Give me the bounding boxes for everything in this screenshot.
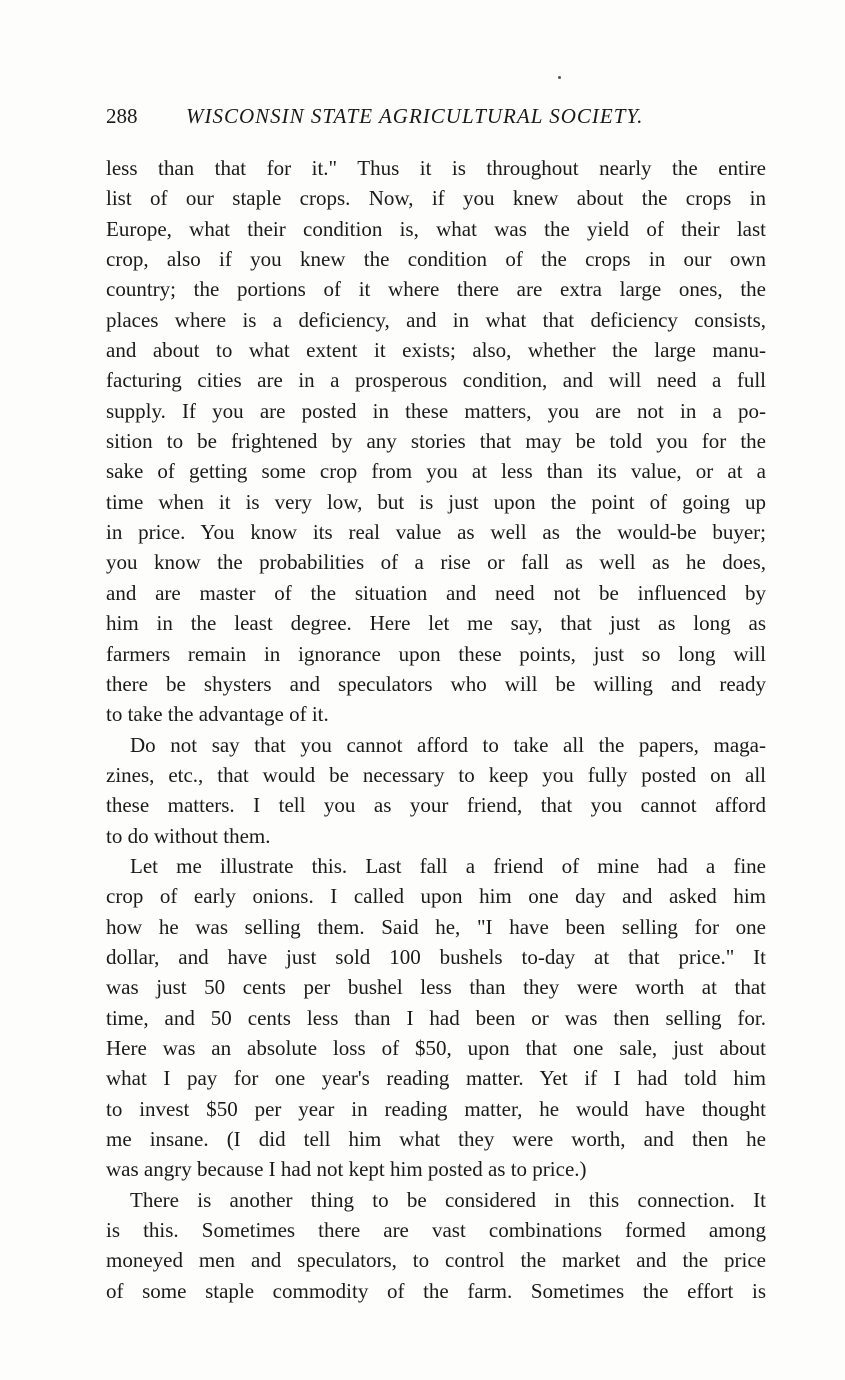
text-line: of some staple commodity of the farm. Sometimes the effort is bbox=[106, 1278, 766, 1303]
text-line: how he was selling them. Said he, "I have been selling for one bbox=[106, 914, 766, 939]
text-line: dollar, and have just sold 100 bushels to-day at that price." It bbox=[106, 944, 766, 969]
text-line: facturing cities are in a prosperous condition, and will need a full bbox=[106, 368, 766, 393]
paragraph bbox=[106, 730, 766, 851]
text-line: and are master of the situation and need not be influenced by bbox=[106, 580, 766, 605]
ink-speck bbox=[558, 76, 561, 79]
text-line: moneyed men and speculators, to control the market and the price bbox=[106, 1248, 766, 1273]
text-line: and about to what extent it exists; also, whether the large manu- bbox=[106, 338, 766, 363]
text-line: farmers remain in ignorance upon these points, just so long will bbox=[106, 641, 766, 666]
text-line: you know the probabilities of a rise or fall as well as he does, bbox=[106, 550, 766, 575]
text-line: list of our staple crops. Now, if you knew about the crops in bbox=[106, 186, 766, 211]
text-line: in price. You know its real value as well as the would-be buyer; bbox=[106, 520, 766, 545]
text-line: me insane. (I did tell him what they were worth, and then he bbox=[106, 1127, 766, 1151]
text-line: there be shysters and speculators who will be willing and ready bbox=[106, 671, 766, 696]
paragraph bbox=[106, 1185, 766, 1306]
text-line: these matters. I tell you as your friend, that you cannot afford bbox=[106, 793, 766, 818]
text-line: Do not say that you cannot afford to take all the papers, maga- bbox=[130, 732, 766, 757]
paragraph bbox=[106, 153, 766, 730]
text-line: crop of early onions. I called upon him one day and asked him bbox=[106, 884, 766, 909]
text-line: zines, etc., that would be necessary to keep you fully posted on all bbox=[106, 762, 766, 787]
page-number: 288 bbox=[106, 104, 138, 128]
text-line: less than that for it." Thus it is throughout nearly the entire bbox=[106, 156, 766, 180]
paragraph bbox=[106, 851, 766, 1185]
text-line: Here was an absolute loss of $50, upon that one sale, just about bbox=[106, 1035, 766, 1060]
text-line: sition to be frightened by any stories that may be told you for the bbox=[106, 429, 766, 454]
text-line: crop, also if you knew the condition of the crops in our own bbox=[106, 247, 766, 272]
text-line: Let me illustrate this. Last fall a friend of mine had a fine bbox=[130, 853, 766, 878]
text-line: supply. If you are posted in these matters, you are not in a po- bbox=[106, 398, 766, 423]
text-line: There is another thing to be considered in this connection. It bbox=[130, 1187, 766, 1212]
text-line: was angry because I had not kept him posted as to price.) bbox=[106, 1157, 587, 1182]
text-line: places where is a deficiency, and in what that deficiency consists, bbox=[106, 307, 766, 332]
text-line: to do without them. bbox=[106, 823, 271, 848]
text-line: what I pay for one year's reading matter. Yet if I had told him bbox=[106, 1066, 766, 1091]
text-line: sake of getting some crop from you at less than its value, or at a bbox=[106, 459, 766, 484]
text-line: was just 50 cents per bushel less than they were worth at that bbox=[106, 975, 766, 1000]
text-line: Europe, what their condition is, what was the yield of their last bbox=[106, 216, 766, 241]
page-header bbox=[106, 104, 766, 134]
text-line: to take the advantage of it. bbox=[106, 702, 329, 727]
text-line: him in the least degree. Here let me say, that just as long as bbox=[106, 611, 766, 636]
running-title: WISCONSIN STATE AGRICULTURAL SOCIETY. bbox=[186, 104, 644, 128]
body-text bbox=[106, 153, 766, 1306]
text-line: to invest $50 per year in reading matter, he would have thought bbox=[106, 1096, 766, 1121]
text-line: time when it is very low, but is just upon the point of going up bbox=[106, 489, 766, 514]
text-line: country; the portions of it where there are extra large ones, the bbox=[106, 277, 766, 302]
text-line: time, and 50 cents less than I had been or was then selling for. bbox=[106, 1005, 766, 1030]
text-line: is this. Sometimes there are vast combinations formed among bbox=[106, 1218, 766, 1243]
